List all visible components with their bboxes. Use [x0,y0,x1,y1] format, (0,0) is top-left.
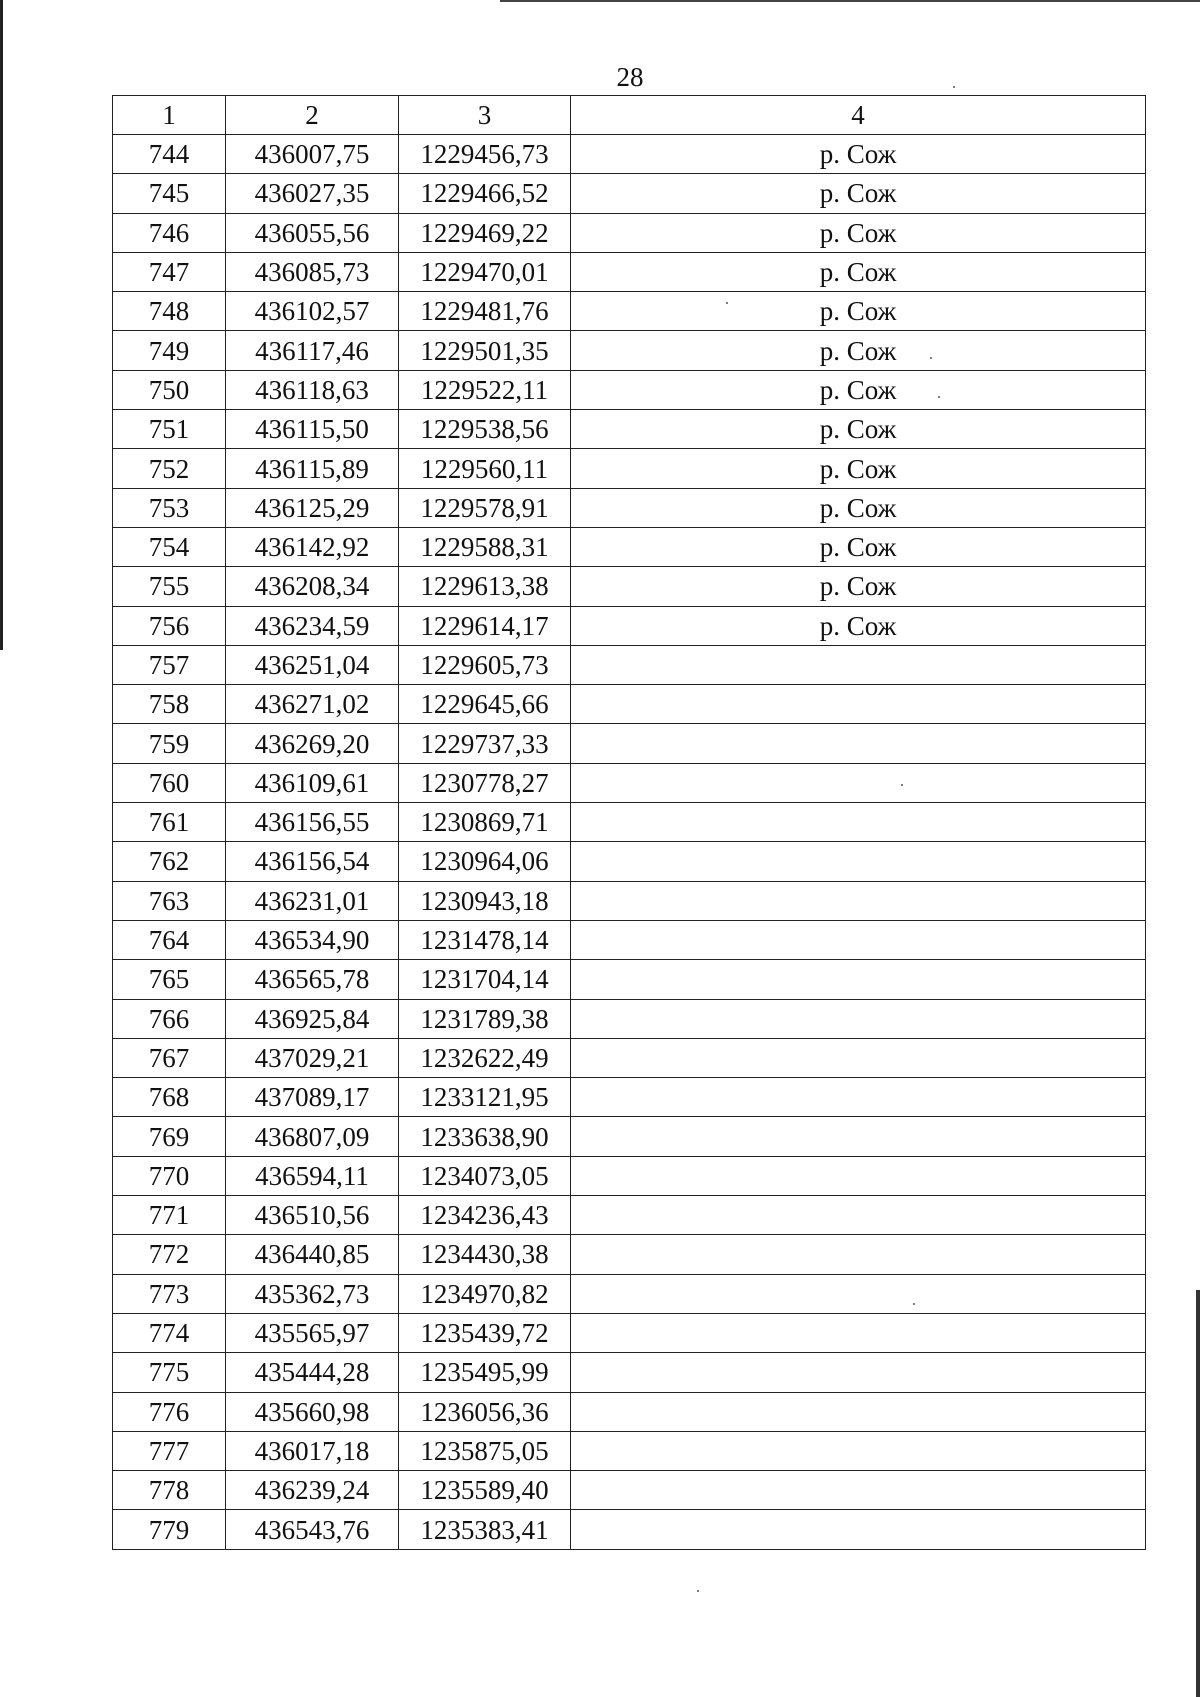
scan-edge-left [0,0,3,650]
table-row [113,1471,1146,1510]
description-cell [571,645,1146,684]
table-row [113,803,1146,842]
column-header: 3 [399,96,571,135]
x-coordinate-cell: 436109,61 [226,763,399,802]
description-cell [571,1471,1146,1510]
point-number-cell: 767 [113,1038,226,1077]
x-coordinate-cell: 436007,75 [226,135,399,174]
table-row [113,842,1146,881]
x-coordinate-cell: 436239,24 [226,1471,399,1510]
table-row [113,960,1146,999]
y-coordinate-cell: 1229501,35 [399,331,571,370]
description-cell [571,920,1146,959]
point-number-cell: 759 [113,724,226,763]
table-row [113,763,1146,802]
table-row [113,1235,1146,1274]
x-coordinate-cell: 437089,17 [226,1078,399,1117]
scan-edge-right [1196,1290,1200,1697]
table-row [113,449,1146,488]
y-coordinate-cell: 1234236,43 [399,1196,571,1235]
point-number-cell: 760 [113,763,226,802]
table-row [113,1431,1146,1470]
y-coordinate-cell: 1235589,40 [399,1471,571,1510]
y-coordinate-cell: 1231704,14 [399,960,571,999]
point-number-cell: 777 [113,1431,226,1470]
point-number-cell: 763 [113,881,226,920]
table-row [113,410,1146,449]
y-coordinate-cell: 1235383,41 [399,1510,571,1549]
y-coordinate-cell: 1229470,01 [399,252,571,291]
x-coordinate-cell: 436534,90 [226,920,399,959]
y-coordinate-cell: 1234073,05 [399,1156,571,1195]
y-coordinate-cell: 1234970,82 [399,1274,571,1313]
table-row [113,174,1146,213]
table-row [113,252,1146,291]
x-coordinate-cell: 436085,73 [226,252,399,291]
table-body [113,135,1146,1550]
description-cell: р. Сож [571,567,1146,606]
y-coordinate-cell: 1229578,91 [399,488,571,527]
point-number-cell: 751 [113,410,226,449]
x-coordinate-cell: 436510,56 [226,1196,399,1235]
x-coordinate-cell: 436117,46 [226,331,399,370]
description-cell [571,1313,1146,1352]
x-coordinate-cell: 436115,89 [226,449,399,488]
y-coordinate-cell: 1231478,14 [399,920,571,959]
point-number-cell: 764 [113,920,226,959]
x-coordinate-cell: 436208,34 [226,567,399,606]
scan-speck [697,1590,699,1592]
x-coordinate-cell: 435444,28 [226,1353,399,1392]
description-cell [571,1392,1146,1431]
table-row [113,488,1146,527]
x-coordinate-cell: 436156,55 [226,803,399,842]
table-row [113,920,1146,959]
point-number-cell: 752 [113,449,226,488]
x-coordinate-cell: 436594,11 [226,1156,399,1195]
table-row [113,331,1146,370]
description-cell [571,1510,1146,1549]
point-number-cell: 770 [113,1156,226,1195]
point-number-cell: 756 [113,606,226,645]
table-row [113,1038,1146,1077]
table-row [113,370,1146,409]
table-row [113,1274,1146,1313]
y-coordinate-cell: 1229469,22 [399,213,571,252]
table-row [113,135,1146,174]
description-cell: р. Сож [571,488,1146,527]
coordinates-table [112,95,1146,1550]
table-row [113,999,1146,1038]
description-cell [571,1235,1146,1274]
table-row [113,1117,1146,1156]
y-coordinate-cell: 1234430,38 [399,1235,571,1274]
point-number-cell: 766 [113,999,226,1038]
table-row [113,1510,1146,1549]
x-coordinate-cell: 436234,59 [226,606,399,645]
x-coordinate-cell: 436115,50 [226,410,399,449]
description-cell [571,842,1146,881]
y-coordinate-cell: 1235875,05 [399,1431,571,1470]
y-coordinate-cell: 1229645,66 [399,685,571,724]
y-coordinate-cell: 1233121,95 [399,1078,571,1117]
point-number-cell: 749 [113,331,226,370]
y-coordinate-cell: 1229613,38 [399,567,571,606]
x-coordinate-cell: 436807,09 [226,1117,399,1156]
description-cell [571,881,1146,920]
y-coordinate-cell: 1229466,52 [399,174,571,213]
x-coordinate-cell: 435660,98 [226,1392,399,1431]
description-cell [571,763,1146,802]
description-cell: р. Сож [571,331,1146,370]
point-number-cell: 772 [113,1235,226,1274]
table-header-row [113,96,1146,135]
description-cell: р. Сож [571,292,1146,331]
table-row [113,292,1146,331]
table-row [113,724,1146,763]
description-cell: р. Сож [571,606,1146,645]
y-coordinate-cell: 1229456,73 [399,135,571,174]
description-cell: р. Сож [571,527,1146,566]
point-number-cell: 774 [113,1313,226,1352]
y-coordinate-cell: 1229522,11 [399,370,571,409]
table-row [113,213,1146,252]
x-coordinate-cell: 437029,21 [226,1038,399,1077]
point-number-cell: 768 [113,1078,226,1117]
x-coordinate-cell: 436027,35 [226,174,399,213]
table-row [113,567,1146,606]
point-number-cell: 746 [113,213,226,252]
point-number-cell: 778 [113,1471,226,1510]
point-number-cell: 779 [113,1510,226,1549]
description-cell [571,1196,1146,1235]
y-coordinate-cell: 1233638,90 [399,1117,571,1156]
column-header: 4 [571,96,1146,135]
description-cell [571,1431,1146,1470]
scan-edge-top [500,0,1200,2]
table-row [113,527,1146,566]
y-coordinate-cell: 1235439,72 [399,1313,571,1352]
y-coordinate-cell: 1229614,17 [399,606,571,645]
point-number-cell: 771 [113,1196,226,1235]
x-coordinate-cell: 436251,04 [226,645,399,684]
point-number-cell: 757 [113,645,226,684]
point-number-cell: 744 [113,135,226,174]
description-cell [571,1117,1146,1156]
x-coordinate-cell: 435565,97 [226,1313,399,1352]
x-coordinate-cell: 436118,63 [226,370,399,409]
x-coordinate-cell: 436231,01 [226,881,399,920]
x-coordinate-cell: 435362,73 [226,1274,399,1313]
y-coordinate-cell: 1232622,49 [399,1038,571,1077]
x-coordinate-cell: 436102,57 [226,292,399,331]
table-row [113,1313,1146,1352]
scan-speck [953,86,955,88]
y-coordinate-cell: 1230943,18 [399,881,571,920]
y-coordinate-cell: 1235495,99 [399,1353,571,1392]
description-cell [571,1078,1146,1117]
point-number-cell: 775 [113,1353,226,1392]
y-coordinate-cell: 1229560,11 [399,449,571,488]
point-number-cell: 776 [113,1392,226,1431]
point-number-cell: 748 [113,292,226,331]
y-coordinate-cell: 1229538,56 [399,410,571,449]
description-cell [571,960,1146,999]
table-row [113,645,1146,684]
column-header: 1 [113,96,226,135]
point-number-cell: 769 [113,1117,226,1156]
point-number-cell: 758 [113,685,226,724]
description-cell [571,685,1146,724]
x-coordinate-cell: 436156,54 [226,842,399,881]
description-cell: р. Сож [571,370,1146,409]
description-cell [571,724,1146,763]
description-cell: р. Сож [571,410,1146,449]
point-number-cell: 755 [113,567,226,606]
table-row [113,1392,1146,1431]
x-coordinate-cell: 436565,78 [226,960,399,999]
x-coordinate-cell: 436017,18 [226,1431,399,1470]
y-coordinate-cell: 1229737,33 [399,724,571,763]
x-coordinate-cell: 436271,02 [226,685,399,724]
x-coordinate-cell: 436440,85 [226,1235,399,1274]
description-cell: р. Сож [571,449,1146,488]
description-cell: р. Сож [571,174,1146,213]
x-coordinate-cell: 436125,29 [226,488,399,527]
x-coordinate-cell: 436142,92 [226,527,399,566]
table-row [113,1196,1146,1235]
table-row [113,1078,1146,1117]
description-cell [571,1156,1146,1195]
y-coordinate-cell: 1229481,76 [399,292,571,331]
description-cell [571,1353,1146,1392]
description-cell: р. Сож [571,213,1146,252]
point-number-cell: 765 [113,960,226,999]
point-number-cell: 773 [113,1274,226,1313]
x-coordinate-cell: 436925,84 [226,999,399,1038]
x-coordinate-cell: 436543,76 [226,1510,399,1549]
y-coordinate-cell: 1230964,06 [399,842,571,881]
point-number-cell: 753 [113,488,226,527]
x-coordinate-cell: 436055,56 [226,213,399,252]
y-coordinate-cell: 1230869,71 [399,803,571,842]
point-number-cell: 762 [113,842,226,881]
table-row [113,1156,1146,1195]
y-coordinate-cell: 1229588,31 [399,527,571,566]
description-cell [571,999,1146,1038]
description-cell [571,803,1146,842]
page-number: 28 [616,62,644,92]
point-number-cell: 754 [113,527,226,566]
y-coordinate-cell: 1236056,36 [399,1392,571,1431]
point-number-cell: 750 [113,370,226,409]
table-row [113,1353,1146,1392]
point-number-cell: 745 [113,174,226,213]
table-row [113,881,1146,920]
table-row [113,606,1146,645]
x-coordinate-cell: 436269,20 [226,724,399,763]
description-cell: р. Сож [571,135,1146,174]
table-row [113,685,1146,724]
y-coordinate-cell: 1230778,27 [399,763,571,802]
y-coordinate-cell: 1231789,38 [399,999,571,1038]
description-cell [571,1274,1146,1313]
point-number-cell: 761 [113,803,226,842]
y-coordinate-cell: 1229605,73 [399,645,571,684]
description-cell: р. Сож [571,252,1146,291]
column-header: 2 [226,96,399,135]
point-number-cell: 747 [113,252,226,291]
description-cell [571,1038,1146,1077]
